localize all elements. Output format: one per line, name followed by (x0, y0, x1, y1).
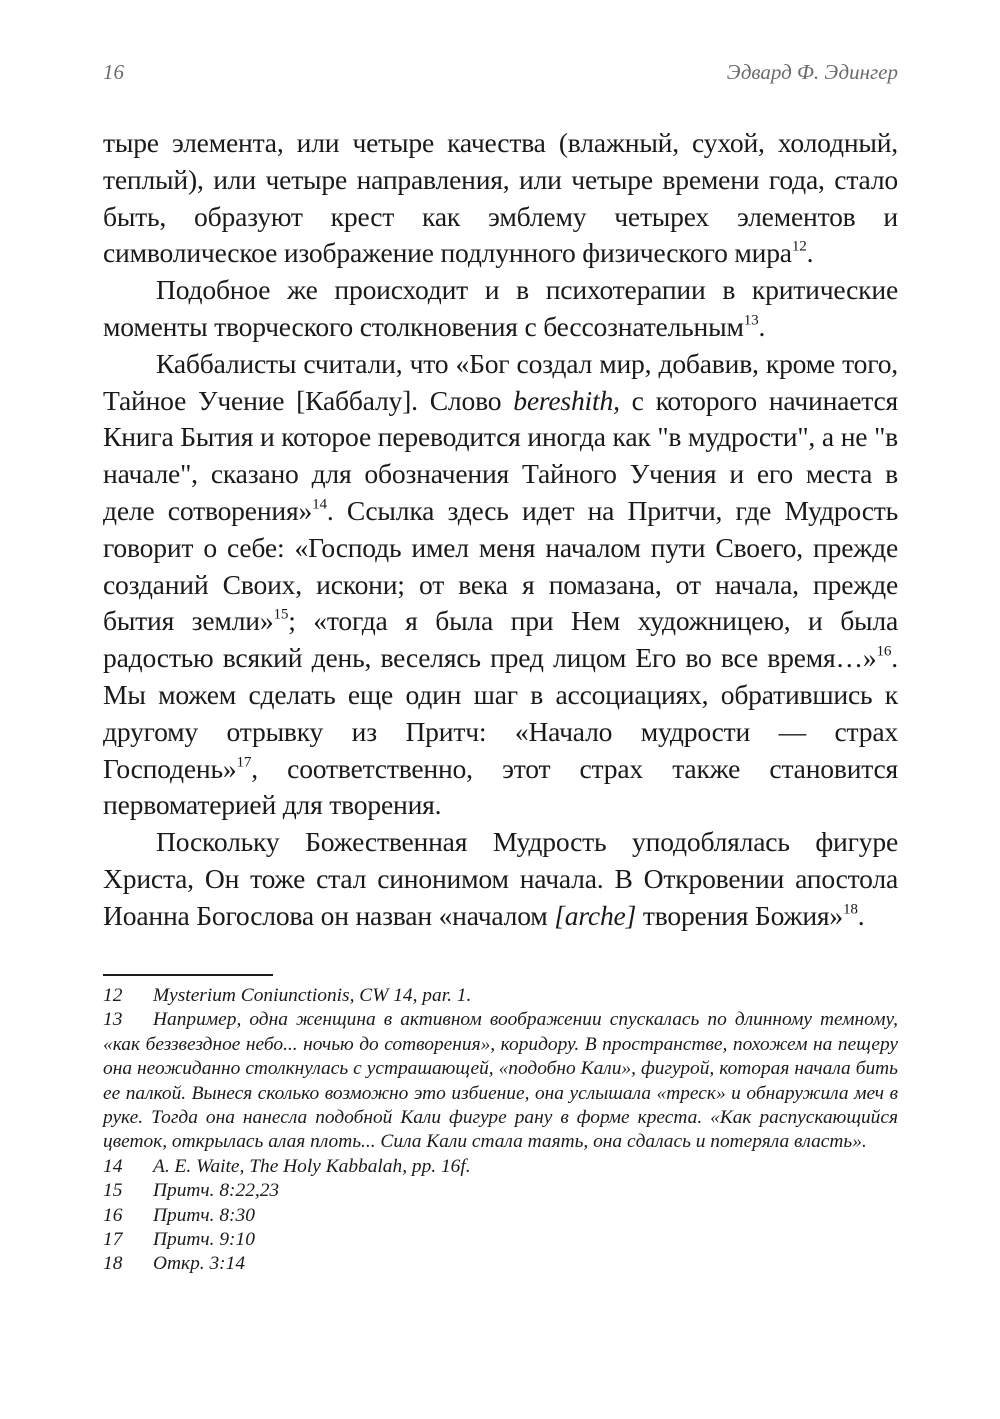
footnote-reference: 15 (273, 605, 289, 623)
footnote-reference: 12 (791, 238, 807, 256)
running-head-author: Эдвард Ф. Эдингер (726, 60, 898, 84)
footnote-text: Например, одна женщина в активном воображении спускалась по длинному темному, «как беззвездное небо... ночью до сотворения», коридору. В пространстве, похожем на пещеру она неожиданно столкнулась с устрашающей, «подобно Кали», фигурой, которая начала бить ее палкой. Вынеся сколько возможно это избиение, она услышала «треск» и обнаружила меч в руке. Тогда она нанесла подобной Кали фигуре рану в форме креста. «Как распускающийся цветок, открылась алая плоть... Сила Кали стала таять, она сдалась и потеряла власть». (103, 1009, 898, 1153)
running-head (103, 60, 898, 90)
footnote-number: 12 (103, 985, 123, 1006)
footnote-separator-rule (103, 974, 273, 976)
main-text (103, 125, 898, 935)
footnote-number: 16 (103, 1204, 123, 1226)
text-run: творения Божия» (636, 899, 843, 931)
text-run: . Мы можем сделать еще один шаг в ассоциациях, обратившись к другому отрывку из Притч: «Начало мудрости — страх Господень» (103, 642, 898, 784)
footnotes (103, 984, 898, 1277)
footnote (103, 1252, 898, 1276)
footnote-reference: 16 (876, 642, 892, 660)
text-run: Каббалисты считали, что «Бог создал мир, добавив, кроме того, Тайное Учение [Каббалу]. Слово (103, 347, 898, 416)
footnote-reference: 18 (843, 900, 858, 918)
footnote-reference: 13 (743, 311, 759, 329)
footnote-reference: 17 (236, 753, 252, 771)
paragraph (103, 125, 898, 272)
text-run: . (806, 237, 814, 269)
text-run: с которого начинается Книга Бытия и которое переводится иногда как "в мудрости", а не "в начале", сказано для обозначения Тайного Учения и его места в деле сотворения» (103, 384, 898, 526)
footnote-text: Притч. 8:30 (153, 1204, 255, 1226)
footnote (103, 1228, 898, 1252)
footnote (103, 1179, 898, 1203)
text-run: Поскольку Божественная Мудрость уподоблялась фигуре Христа, Он тоже стал синонимом начала. В Откровении апостола Иоанна Богослова он назван «началом (103, 826, 898, 931)
text-run: Подобное же происходит и в психотерапии в критические моменты творческого столкновения с бессознательным (103, 274, 898, 342)
italic-term: [arche] (554, 899, 637, 931)
text-run: ; «тогда я была при Нем художницею, и была радостью всякий день, веселясь пред лицом Его во все время…» (103, 605, 899, 674)
footnote-number: 13 (103, 1009, 123, 1031)
paragraph (103, 346, 898, 824)
footnote (103, 1204, 898, 1228)
footnote-number: 18 (103, 1253, 123, 1275)
footnote (103, 1155, 898, 1179)
text-run: тыре элемента, или четыре качества (влажный, сухой, холодный, теплый), или четыре направления, или четыре времени года, стало быть, образуют крест как эмблему четырех элементов и символическое изображение подлунного физического мира (103, 127, 898, 269)
paragraph (103, 824, 898, 934)
footnote-text: A. E. Waite, The Holy Kabbalah, pp. 16f. (153, 1155, 471, 1177)
footnote-text: Притч. 8:22,23 (153, 1180, 280, 1202)
footnote (103, 984, 898, 1008)
footnote-text: Mysterium Coniunctionis, CW 14, par. 1. (153, 985, 472, 1006)
footnote-text: Откр. 3:14 (153, 1253, 246, 1275)
footnote-number: 17 (103, 1229, 123, 1251)
paragraph (103, 272, 898, 346)
text-run: , соответственно, этот страх также становится первоматерией для творения. (103, 752, 898, 821)
footnote-text: Притч. 9:10 (153, 1229, 255, 1251)
footnote-number: 14 (103, 1155, 123, 1177)
italic-term: bereshith, (513, 384, 620, 416)
text-run: . Ссылка здесь идет на Притчи, где Мудрость говорит о себе: «Господь имел меня началом пути Своего, прежде созданий Своих, искони; от века я помазана, от начала, прежде бытия земли» (103, 494, 898, 637)
footnote-reference: 14 (312, 495, 327, 513)
footnote-number: 15 (103, 1180, 123, 1202)
text-run: . (857, 899, 865, 931)
footnote (103, 1008, 898, 1154)
page-number: 16 (103, 60, 124, 84)
text-run: . (758, 310, 766, 342)
